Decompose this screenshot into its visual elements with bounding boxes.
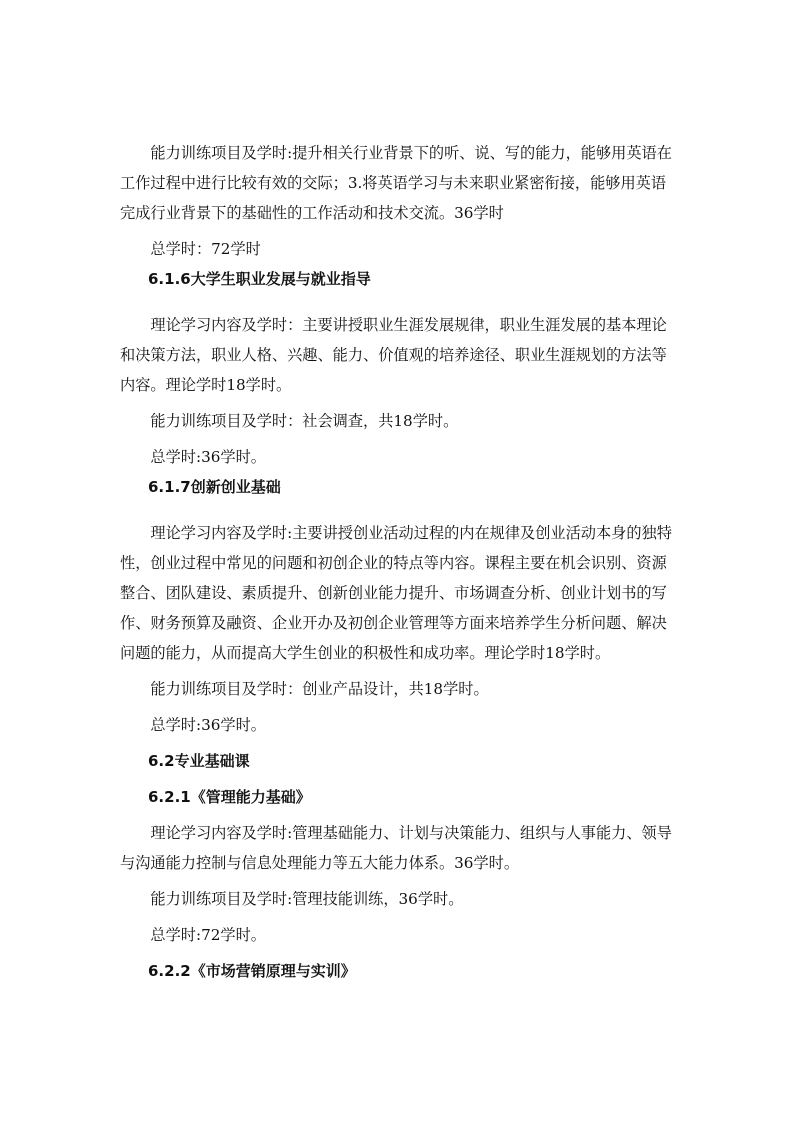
section-heading-6-2-2: 6.2.2《市场营销原理与实训》 [148,962,356,980]
paragraph-english-skills [120,138,675,228]
section-heading-6-2: 6.2专业基础课 [148,752,250,770]
section-heading-6-1-7: 6.1.7创新创业基础 [148,478,281,496]
document-page [120,138,675,986]
paragraph-career-theory: 理论学习内容及学时：主要讲授职业生涯发展规律，职业生涯发展的基本理论和决策方法，职业人格、兴趣、能力、价值观的培养途径、职业生涯规划的方法等内容。理论学时18学时。 [120,316,667,394]
paragraph-career-total-hours: 总学时:36学时。 [150,448,266,466]
section-heading-6-1-6: 6.1.6大学生职业发展与就业指导 [148,270,371,288]
paragraph-management-practice: 能力训练项目及学时:管理技能训练，36学时。 [150,890,464,908]
paragraph-innovation-total-hours: 总学时:36学时。 [150,716,266,734]
paragraph-innovation-practice: 能力训练项目及学时：创业产品设计，共18学时。 [150,680,489,698]
english-skills-text: 能力训练项目及学时:提升相关行业背景下的听、说、写的能力，能够用英语在工作过程中进行比较有效的交际；3.将英语学习与未来职业紧密衔接，能够用英语完成行业背景下的基础性的工作活动和技术交流。36学时 [120,144,672,222]
paragraph-innovation-theory: 理论学习内容及学时:主要讲授创业活动过程的内在规律及创业活动本身的独特性，创业过程中常见的问题和初创企业的特点等内容。课程主要在机会识别、资源整合、团队建设、素质提升、创新创业能力提升、市场调查分析、创业计划书的写作、财务预算及融资、企业开办及初创企业管理等方面来培养学生分析问题、解决问题的能力，从而提高大学生创业的积极性和成功率。理论学时18学时。 [120,524,672,662]
paragraph-english-total-hours: 总学时：72学时 [150,240,261,258]
paragraph-management-total-hours: 总学时:72学时。 [150,926,266,944]
paragraph-career-practice: 能力训练项目及学时：社会调查，共18学时。 [150,412,459,430]
section-heading-6-2-1: 6.2.1《管理能力基础》 [148,788,311,806]
paragraph-management-theory: 理论学习内容及学时:管理基础能力、计划与决策能力、组织与人事能力、领导与沟通能力控制与信息处理能力等五大能力体系。36学时。 [120,824,672,872]
